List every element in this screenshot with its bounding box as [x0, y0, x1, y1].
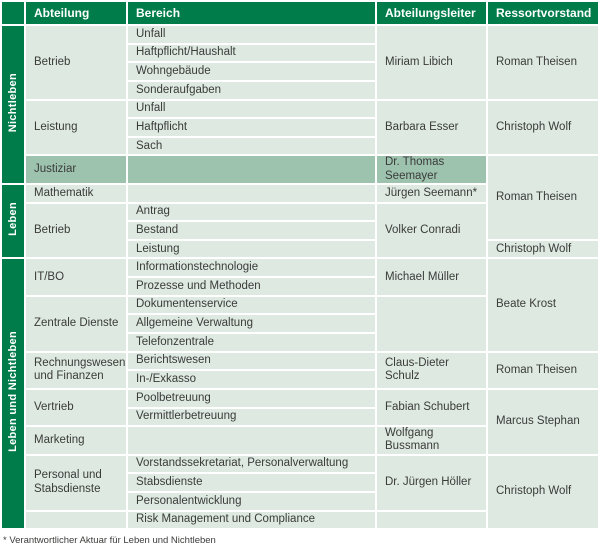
cell-ressortvorstand: Beate Krost: [488, 259, 598, 350]
cell-abteilung: Zentrale Dienste: [26, 297, 126, 351]
section-label-leben: [2, 185, 24, 258]
cell-abteilungsleiter: Claus-Dieter Schulz: [377, 353, 486, 388]
header-row: [2, 2, 598, 24]
cell-abteilung: Rechnungswesen und Finanzen: [26, 353, 126, 388]
cell-bereich: Prozesse und Methoden: [128, 278, 375, 295]
section-label-nichtleben: [2, 26, 24, 183]
cell-bereich: Vermittlerbetreuung: [128, 409, 375, 426]
cell-abteilungsleiter: Wolfgang Bussmann: [377, 427, 486, 453]
table-row: [2, 26, 598, 43]
cell-abteilung: [26, 512, 126, 529]
cell-abteilung: Betrieb: [26, 204, 126, 258]
cell-bereich: [128, 185, 375, 202]
cell-ressortvorstand: Roman Theisen: [488, 353, 598, 388]
cell-bereich: Poolbetreuung: [128, 390, 375, 407]
cell-bereich: Vorstandssekretariat, Personalverwaltung: [128, 456, 375, 473]
cell-abteilung: Leistung: [26, 101, 126, 155]
cell-bereich: Bestand: [128, 222, 375, 239]
cell-abteilung: Justiziar: [26, 156, 126, 182]
cell-bereich: [128, 156, 375, 182]
cell-bereich: Berichtswesen: [128, 353, 375, 370]
section-label-leben-und-nichtleben: [2, 259, 24, 528]
cell-bereich: In-/Exkasso: [128, 371, 375, 388]
cell-bereich: Allgemeine Verwaltung: [128, 315, 375, 332]
header-abteilung: Abteilung: [26, 2, 126, 24]
table-row: [2, 353, 598, 370]
cell-abteilungsleiter: [377, 512, 486, 529]
cell-abteilungsleiter: Volker Conradi: [377, 204, 486, 258]
cell-abteilungsleiter: Fabian Schubert: [377, 390, 486, 425]
cell-ressortvorstand: Christoph Wolf: [488, 241, 598, 258]
table-row: [2, 156, 598, 182]
cell-bereich: Sach: [128, 138, 375, 155]
cell-bereich: Antrag: [128, 204, 375, 221]
table-row: [2, 101, 598, 118]
cell-abteilungsleiter: Jürgen Seemann*: [377, 185, 486, 202]
table-row: [2, 456, 598, 473]
cell-bereich: Wohngebäude: [128, 63, 375, 80]
cell-bereich: [128, 427, 375, 453]
cell-ressortvorstand: Marcus Stephan: [488, 390, 598, 454]
cell-bereich: Haftpflicht: [128, 119, 375, 136]
section-label-text: Leben: [6, 202, 19, 237]
cell-bereich: Informationstechnologie: [128, 259, 375, 276]
cell-abteilung: Personal und Stabsdienste: [26, 456, 126, 510]
cell-ressortvorstand: Christoph Wolf: [488, 101, 598, 155]
table-row: [2, 390, 598, 407]
cell-abteilung: Marketing: [26, 427, 126, 453]
footnote: * Verantwortlicher Aktuar für Leben und Nichtleben: [3, 535, 216, 546]
cell-bereich: Dokumentenservice: [128, 297, 375, 314]
cell-abteilung: Betrieb: [26, 26, 126, 99]
cell-bereich: Telefonzentrale: [128, 334, 375, 351]
header-ressortvorstand: Ressortvorstand: [488, 2, 598, 24]
cell-abteilung: IT/BO: [26, 259, 126, 294]
cell-abteilungsleiter: Michael Müller: [377, 259, 486, 294]
cell-abteilungsleiter: Miriam Libich: [377, 26, 486, 99]
cell-abteilungsleiter: Dr. Jürgen Höller: [377, 456, 486, 510]
cell-bereich: Personalentwicklung: [128, 493, 375, 510]
cell-bereich: Sonderaufgaben: [128, 82, 375, 99]
section-label-text: Nichtleben: [6, 72, 19, 132]
header-corner-block: [2, 2, 24, 24]
table-row: [2, 259, 598, 276]
cell-ressortvorstand: Roman Theisen: [488, 156, 598, 238]
cell-abteilungsleiter: [377, 297, 486, 351]
cell-bereich: Unfall: [128, 26, 375, 43]
cell-bereich: Leistung: [128, 241, 375, 258]
cell-abteilungsleiter: Barbara Esser: [377, 101, 486, 155]
cell-bereich: Risk Management und Compliance: [128, 512, 375, 529]
section-label-text: Leben und Nichtleben: [6, 331, 19, 453]
cell-abteilung: Vertrieb: [26, 390, 126, 425]
cell-ressortvorstand: Christoph Wolf: [488, 456, 598, 529]
header-abteilungsleiter: Abteilungsleiter: [377, 2, 486, 24]
cell-abteilungsleiter: Dr. Thomas Seemayer: [377, 156, 486, 182]
cell-bereich: Unfall: [128, 101, 375, 118]
cell-abteilung: Mathematik: [26, 185, 126, 202]
cell-bereich: Haftpflicht/Haushalt: [128, 45, 375, 62]
cell-bereich: Stabsdienste: [128, 474, 375, 491]
header-bereich: Bereich: [128, 2, 375, 24]
cell-ressortvorstand: Roman Theisen: [488, 26, 598, 99]
